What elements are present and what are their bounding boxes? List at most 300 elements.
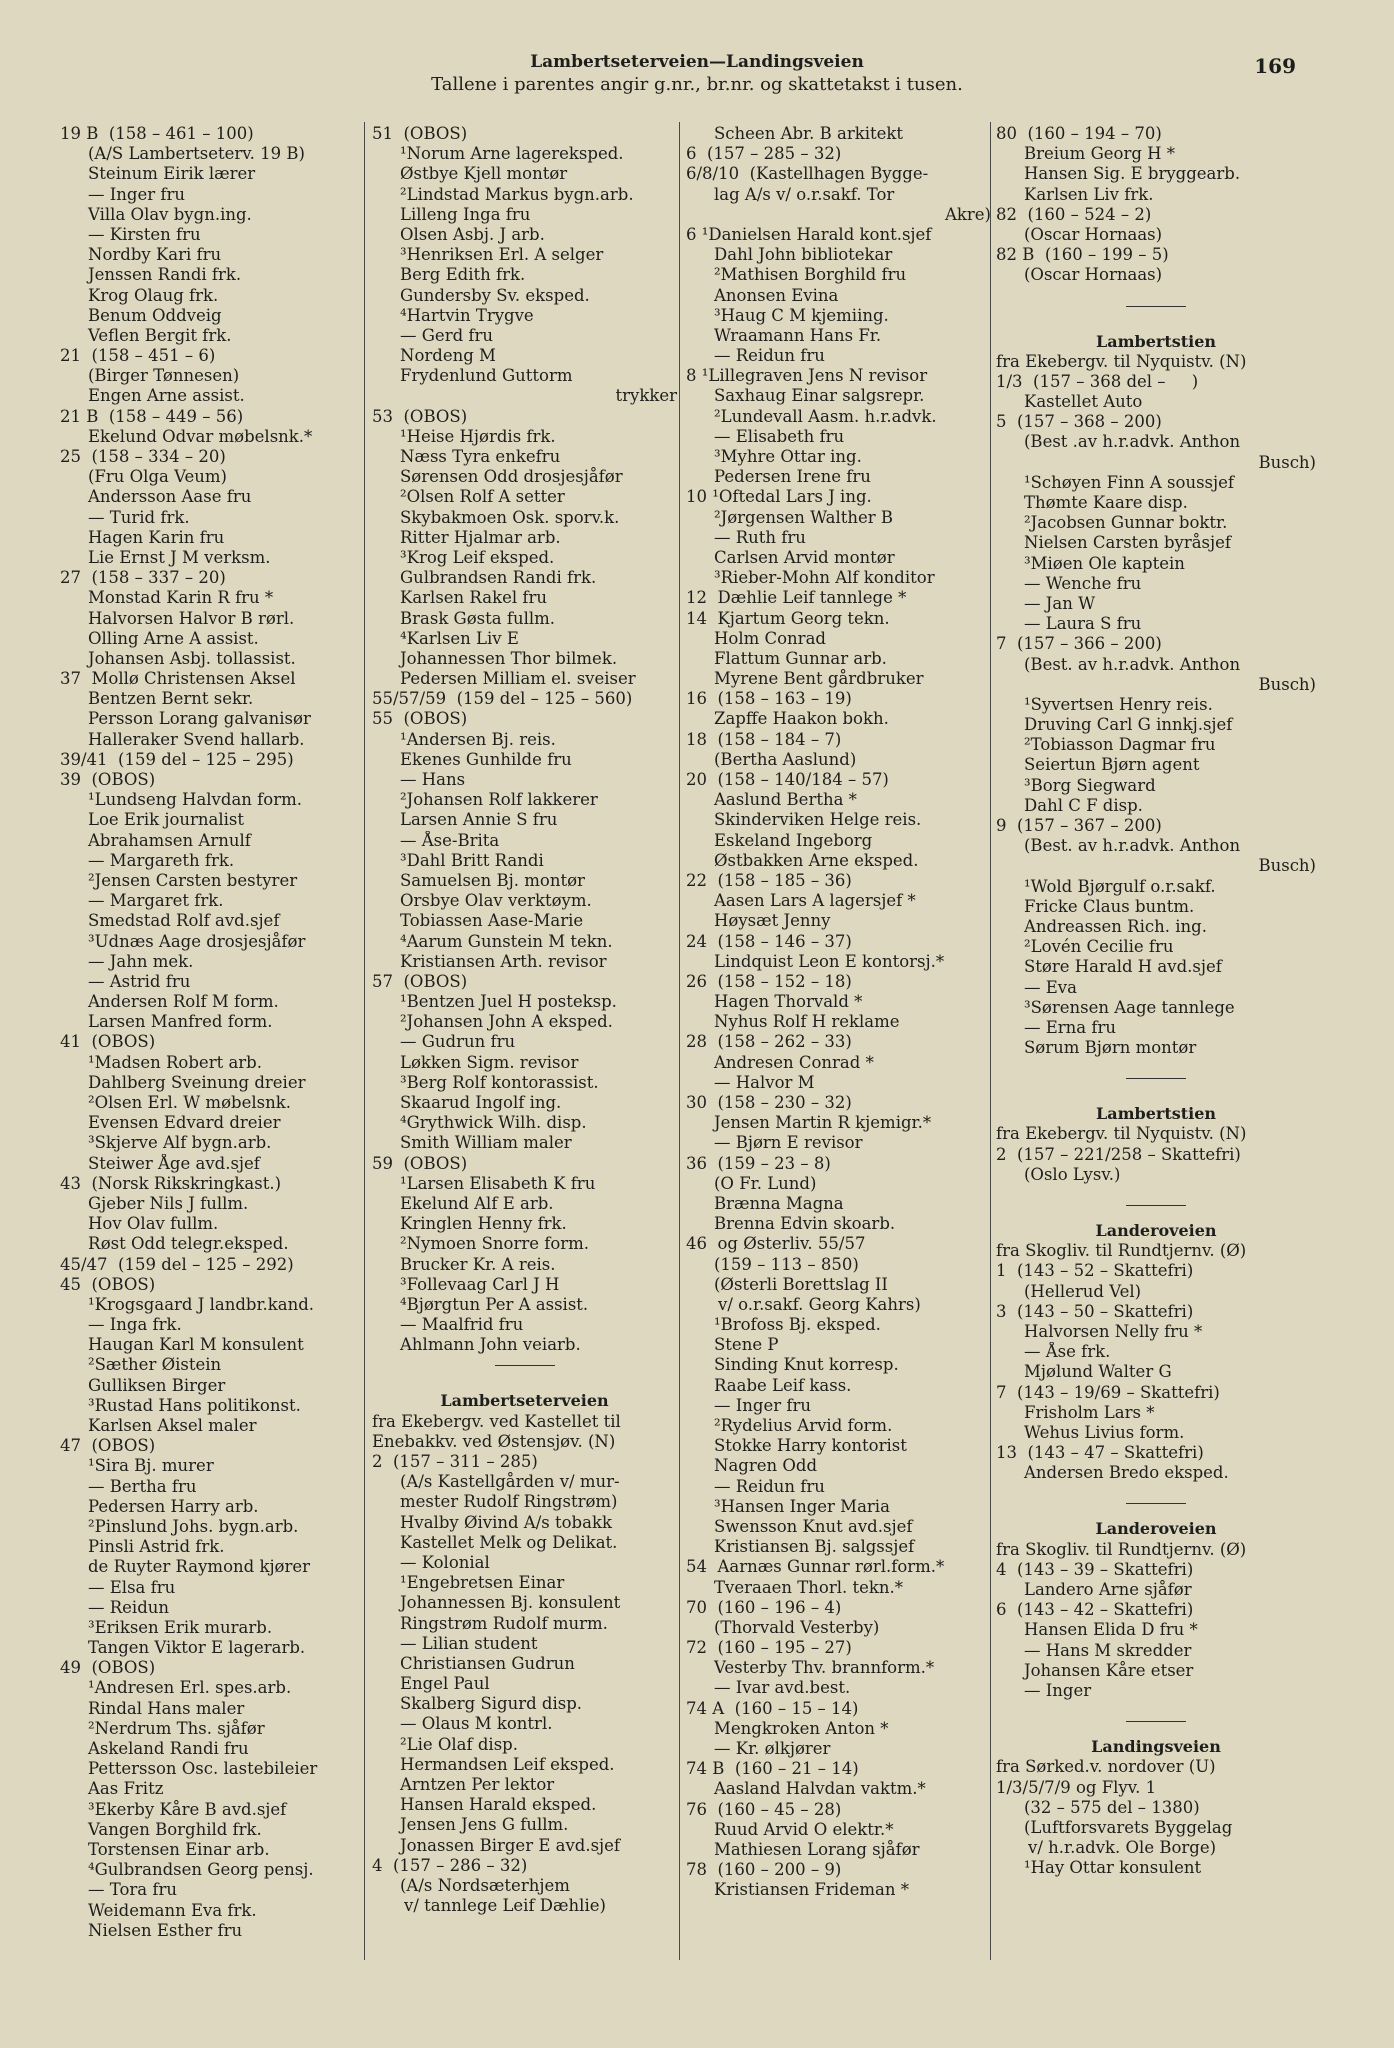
directory-line: 74 B (160 – 21 – 14): [686, 1759, 859, 1779]
directory-line: Anonsen Evina: [714, 285, 839, 305]
directory-line: 16 (158 – 163 – 19): [686, 689, 852, 709]
directory-line: — Åse frk.: [1024, 1342, 1111, 1362]
directory-line: Mjølund Walter G: [1024, 1362, 1172, 1382]
directory-line: Jonassen Birger E avd.sjef: [400, 1835, 621, 1855]
directory-line: (Best .av h.r.advk. Anthon: [1024, 432, 1241, 452]
directory-line: Næss Tyra enkefru: [400, 447, 561, 466]
directory-line: ²Lovén Cecilie fru: [1024, 937, 1174, 957]
directory-line: fra Skogliv. til Rundtjernv. (Ø): [996, 1539, 1247, 1559]
directory-line: — Inga frk.: [88, 1315, 182, 1335]
directory-line: Engel Paul: [400, 1674, 490, 1694]
directory-line: Kringlen Henny frk.: [400, 1214, 567, 1234]
directory-line: ¹Lundseng Halvdan form.: [88, 790, 302, 810]
directory-line: 1 (143 – 52 – Skattefri): [996, 1261, 1194, 1281]
directory-line: (Best. av h.r.advk. Anthon: [1024, 654, 1241, 674]
directory-line: 59 (OBOS): [372, 1153, 468, 1173]
directory-line: Ruud Arvid O elektr.*: [714, 1819, 894, 1839]
directory-line: — Bertha fru: [88, 1476, 197, 1496]
directory-line: ³Haug C M kjemiing.: [714, 305, 889, 325]
directory-line: fra Ekebergv. ved Kastellet til: [372, 1411, 621, 1431]
section-gap: [996, 1088, 1316, 1098]
directory-line: — Reidun fru: [714, 346, 825, 366]
directory-line: 2 (157 – 221/258 – Skattefri): [996, 1144, 1241, 1164]
directory-line: ¹Krogsgaard J landbr.kand.: [88, 1294, 315, 1314]
directory-line: ¹Norum Arne lagereksped.: [400, 144, 624, 164]
directory-line: ³Rieber-Mohn Alf konditor: [714, 568, 935, 588]
directory-line: ³Dahl Britt Randi: [400, 850, 544, 870]
directory-line: Engen Arne assist.: [88, 386, 245, 406]
column-1: [60, 124, 360, 1941]
column-4: [996, 124, 1316, 1878]
directory-line: Dahlberg Sveinung dreier: [88, 1072, 306, 1092]
directory-line: ¹Andresen Erl. spes.arb.: [88, 1678, 292, 1698]
directory-line: Hagen Thorvald *: [714, 992, 863, 1012]
directory-line: 80 (160 – 194 – 70): [996, 124, 1162, 143]
directory-line: Ringstrøm Rudolf murm.: [400, 1613, 608, 1633]
directory-line: 70 (160 – 196 – 4): [686, 1597, 842, 1617]
directory-line: — Halvor M: [714, 1072, 815, 1092]
directory-line: ³Miøen Ole kaptein: [1024, 553, 1185, 573]
directory-line: ²Nymoen Snorre form.: [400, 1234, 590, 1254]
directory-line: Karlsen Aksel maler: [88, 1416, 257, 1435]
directory-line: 76 (160 – 45 – 28): [686, 1799, 842, 1819]
page-number: 169: [1254, 54, 1296, 78]
directory-line: Torstensen Einar arb.: [88, 1839, 270, 1859]
directory-line: Nielsen Carsten byråsjef: [1024, 533, 1232, 553]
page-title: Lambertseterveien—Landingsveien: [530, 52, 864, 72]
directory-line: — Olaus M kontrl.: [400, 1714, 553, 1734]
directory-line: Støre Harald H avd.sjef: [1024, 957, 1222, 977]
directory-line: Tangen Viktor E lagerarb.: [88, 1638, 306, 1658]
directory-line: 27 (158 – 337 – 20): [60, 568, 226, 588]
directory-line: ³Myhre Ottar ing.: [714, 447, 862, 466]
directory-line: 55 (OBOS): [372, 709, 468, 729]
directory-line: Wraamann Hans Fr.: [714, 325, 882, 345]
directory-line: Hvalby Øivind A/s tobakk: [400, 1512, 612, 1532]
directory-line: Abrahamsen Arnulf: [88, 830, 251, 850]
directory-line: — Astrid fru: [88, 971, 191, 991]
directory-line: Lie Ernst J M verksm.: [88, 547, 271, 567]
directory-line: Gulliksen Birger: [88, 1375, 226, 1395]
directory-line: 47 (OBOS): [60, 1436, 156, 1456]
directory-line: (Oslo Lysv.): [1024, 1164, 1121, 1184]
directory-line: v/ h.r.advk. Ole Borge): [1028, 1838, 1217, 1858]
directory-line: trykker: [615, 386, 677, 406]
directory-line: 4 (143 – 39 – Skattefri): [996, 1559, 1194, 1579]
directory-line: 25 (158 – 334 – 20): [60, 447, 226, 466]
directory-line: Smedstad Rolf avd.sjef: [88, 911, 280, 931]
directory-line: Andersson Aase fru: [88, 487, 252, 507]
directory-line: 37 Mollø Christensen Aksel: [60, 669, 296, 689]
directory-line: Andersen Bredo eksped.: [1024, 1463, 1229, 1483]
directory-line: — Eva: [1024, 977, 1077, 997]
directory-line: — Åse-Brita: [400, 830, 500, 850]
directory-line: ⁴Grythwick Wilh. disp.: [400, 1113, 587, 1133]
directory-line: Skybakmoen Osk. sporv.k.: [400, 507, 620, 527]
directory-line: ³Udnæs Aage drosjesjåfør: [88, 931, 306, 951]
directory-line: Vesterby Thv. brannform.*: [714, 1658, 935, 1678]
directory-line: ¹Syvertsen Henry reis.: [1024, 694, 1213, 714]
directory-line: 22 (158 – 185 – 36): [686, 870, 852, 890]
section-rule: [996, 1493, 1316, 1513]
directory-line: ²Sæther Øistein: [88, 1355, 222, 1375]
directory-line: Askeland Randi fru: [88, 1739, 249, 1758]
directory-line: ⁴Hartvin Trygve: [400, 305, 534, 325]
directory-line: Orsbye Olav verktøym.: [400, 891, 592, 911]
directory-line: lag A/s v/ o.r.sakf. Tor: [714, 184, 895, 204]
directory-line: 4 (157 – 286 – 32): [372, 1855, 528, 1875]
directory-line: ²Lindstad Markus bygn.arb.: [400, 184, 634, 204]
directory-line: Nyhus Rolf H reklame: [714, 1012, 900, 1032]
directory-line: Halleraker Svend hallarb.: [88, 729, 305, 749]
directory-line: Aas Fritz: [88, 1779, 164, 1799]
directory-line: Christiansen Gudrun: [400, 1653, 575, 1673]
directory-line: Larsen Annie S fru: [400, 810, 558, 830]
directory-line: Ekelund Alf E arb.: [400, 1193, 554, 1213]
directory-line: de Ruyter Raymond kjører: [88, 1557, 311, 1577]
directory-line: 57 (OBOS): [372, 971, 468, 991]
directory-line: ¹Larsen Elisabeth K fru: [400, 1173, 596, 1193]
directory-line: 55/57/59 (159 del – 125 – 560): [372, 689, 633, 709]
directory-line: — Margareth frk.: [88, 850, 235, 870]
directory-line: Bentzen Bernt sekr.: [88, 689, 254, 709]
directory-line: Wehus Livius form.: [1024, 1422, 1185, 1442]
directory-line: Pettersson Osc. lastebileier: [88, 1759, 318, 1779]
directory-line: Veflen Bergit frk.: [88, 325, 232, 345]
directory-line: Larsen Manfred form.: [88, 1012, 273, 1032]
street-heading: Landeroveien: [1095, 1519, 1217, 1539]
directory-line: — Laura S fru: [1024, 614, 1142, 634]
directory-line: Druving Carl G innkj.sjef: [1024, 715, 1233, 735]
directory-line: Lilleng Inga fru: [400, 204, 531, 224]
directory-line: — Hans M skredder: [1024, 1640, 1192, 1660]
section-gap: [996, 286, 1316, 296]
directory-line: ³Skjerve Alf bygn.arb.: [88, 1133, 272, 1153]
directory-line: Rindal Hans maler: [88, 1698, 245, 1718]
directory-line: Steinum Eirik lærer: [88, 164, 256, 184]
directory-line: Fricke Claus buntm.: [1024, 896, 1195, 916]
directory-line: (Oscar Hornaas): [1024, 265, 1163, 285]
directory-line: Høysæt Jenny: [714, 911, 831, 931]
section-gap: [996, 1058, 1316, 1068]
directory-line: ¹Heise Hjørdis frk.: [400, 426, 556, 446]
directory-line: Breium Georg H *: [1024, 144, 1176, 164]
directory-line: 6 (157 – 285 – 32): [686, 144, 842, 164]
directory-line: Busch): [1258, 452, 1316, 472]
directory-line: (Fru Olga Veum): [88, 467, 227, 487]
directory-line: fra Sørked.v. nordover (U): [996, 1757, 1216, 1777]
section-gap: [996, 1185, 1316, 1195]
directory-line: Skaarud Ingolf ing.: [400, 1093, 562, 1112]
directory-line: Tobiassen Aase-Marie: [400, 911, 584, 931]
page-header: [0, 52, 1394, 95]
directory-line: — Elsa fru: [88, 1577, 176, 1597]
directory-line: — Ivar avd.best.: [714, 1678, 851, 1698]
directory-line: — Reidun fru: [714, 1476, 825, 1496]
directory-line: Krog Olaug frk.: [88, 285, 219, 305]
directory-line: Monstad Karin R fru *: [88, 588, 274, 608]
directory-line: Pedersen Harry arb.: [88, 1496, 259, 1516]
directory-line: 82 (160 – 524 – 2): [996, 204, 1152, 224]
directory-line: ²Johansen John A eksped.: [400, 1012, 613, 1032]
directory-line: Gundersby Sv. eksped.: [400, 285, 590, 305]
directory-line: — Erna fru: [1024, 1017, 1117, 1037]
directory-line: 51 (OBOS): [372, 124, 468, 143]
directory-line: ³Hansen Inger Maria: [714, 1496, 890, 1516]
directory-line: 74 A (160 – 15 – 14): [686, 1698, 859, 1718]
street-heading: Lambertseterveien: [440, 1391, 609, 1411]
directory-line: — Kirsten fru: [88, 224, 201, 244]
directory-line: Johansen Kåre etser: [1024, 1660, 1194, 1680]
directory-line: — Maalfrid fru: [400, 1315, 524, 1335]
page-subtitle: Tallene i parentes angir g.nr., br.nr. og skattetakst i tusen.: [431, 74, 963, 95]
directory-line: Busch): [1258, 674, 1316, 694]
directory-line: (159 – 113 – 850): [714, 1254, 859, 1274]
directory-line: Skinderviken Helge reis.: [714, 810, 922, 830]
directory-line: Swensson Knut avd.sjef: [714, 1516, 913, 1536]
directory-line: Andresen Conrad *: [714, 1052, 874, 1072]
directory-line: ²Jørgensen Walther B: [714, 507, 894, 527]
directory-line: 1/3 (157 – 368 del – ): [996, 371, 1199, 391]
directory-line: Seiertun Bjørn agent: [1024, 755, 1200, 775]
directory-line: mester Rudolf Ringstrøm): [400, 1492, 618, 1512]
directory-line: Dahl C F disp.: [1024, 795, 1143, 815]
directory-line: Ekelund Odvar møbelsnk.*: [88, 426, 313, 446]
directory-line: 1/3/5/7/9 og Flyv. 1: [996, 1777, 1157, 1797]
directory-line: ³Krog Leif eksped.: [400, 547, 555, 567]
directory-line: ²Pinslund Johs. bygn.arb.: [88, 1516, 299, 1536]
directory-line: 3 (143 – 50 – Skattefri): [996, 1301, 1194, 1321]
directory-line: (Thorvald Vesterby): [714, 1617, 880, 1637]
directory-line: (Østerli Borettslag II: [714, 1274, 888, 1294]
directory-line: Tveraaen Thorl. tekn.*: [714, 1577, 904, 1597]
directory-line: Østbye Kjell montør: [400, 164, 568, 184]
directory-line: ³Rustad Hans politikonst.: [88, 1395, 301, 1415]
directory-line: 46 og Østerliv. 55/57: [686, 1234, 866, 1254]
directory-line: — Margaret frk.: [88, 891, 224, 911]
directory-line: Busch): [1258, 856, 1316, 876]
directory-line: Sørum Bjørn montør: [1024, 1038, 1197, 1058]
directory-line: ¹Schøyen Finn A soussjef: [1024, 472, 1235, 492]
directory-line: — Gudrun fru: [400, 1032, 516, 1052]
directory-line: Andreassen Rich. ing.: [1024, 916, 1207, 936]
directory-line: Johannessen Bj. konsulent: [400, 1593, 621, 1613]
directory-line: (Birger Tønnesen): [88, 366, 240, 386]
directory-line: Pedersen Irene fru: [714, 467, 871, 487]
directory-line: 53 (OBOS): [372, 406, 468, 426]
directory-line: Kristiansen Arth. revisor: [400, 951, 607, 971]
directory-line: Hansen Sig. E bryggearb.: [1024, 164, 1241, 184]
directory-line: 39 (OBOS): [60, 770, 156, 789]
section-gap: [996, 1701, 1316, 1711]
directory-line: Dahl John bibliotekar: [714, 245, 893, 265]
directory-line: (Oscar Hornaas): [1024, 224, 1163, 244]
directory-line: ²Jensen Carsten bestyrer: [88, 870, 298, 890]
directory-line: Brenna Edvin skoarb.: [714, 1214, 896, 1234]
directory-line: Halvorsen Nelly fru *: [1024, 1321, 1203, 1341]
directory-line: ¹Engebretsen Einar: [400, 1573, 565, 1593]
directory-line: 7 (143 – 19/69 – Skattefri): [996, 1382, 1220, 1402]
directory-line: Holm Conrad: [714, 628, 826, 648]
directory-line: 6 ¹Danielsen Harald kont.sjef: [686, 224, 932, 244]
directory-line: ²Lie Olaf disp.: [400, 1734, 518, 1754]
section-gap: [996, 316, 1316, 326]
directory-line: 41 (OBOS): [60, 1032, 156, 1052]
directory-line: Berg Edith frk.: [400, 265, 526, 285]
section-rule: [996, 1068, 1316, 1088]
directory-line: Steiwer Åge avd.sjef: [88, 1153, 260, 1173]
directory-line: Hermandsen Leif eksped.: [400, 1754, 615, 1774]
directory-line: 5 (157 – 368 – 200): [996, 412, 1162, 432]
directory-line: (Best. av h.r.advk. Anthon: [1024, 836, 1241, 856]
directory-line: Nordeng M: [400, 346, 496, 366]
directory-line: — Inger fru: [714, 1395, 811, 1415]
directory-line: Kristiansen Frideman *: [714, 1880, 909, 1900]
directory-line: Hagen Karin fru: [88, 527, 225, 547]
directory-line: Aasland Halvdan vaktm.*: [714, 1779, 926, 1799]
directory-line: ⁴Gulbrandsen Georg pensj.: [88, 1860, 314, 1880]
directory-line: ¹Brofoss Bj. eksped.: [714, 1315, 881, 1335]
directory-line: Kristiansen Bj. salgssjef: [714, 1537, 915, 1557]
directory-line: 8 ¹Lillegraven Jens N revisor: [686, 366, 928, 386]
directory-line: 26 (158 – 152 – 18): [686, 971, 852, 991]
directory-line: 9 (157 – 367 – 200): [996, 816, 1162, 835]
directory-line: Samuelsen Bj. montør: [400, 870, 585, 890]
directory-line: Olling Arne A assist.: [88, 628, 259, 648]
section-rule: [372, 1355, 677, 1375]
street-heading: Landeroveien: [1095, 1221, 1217, 1240]
directory-line: Jenssen Randi frk.: [88, 265, 242, 285]
directory-line: 6 (143 – 42 – Skattefri): [996, 1600, 1194, 1620]
directory-line: ²Olsen Erl. W møbelsnk.: [88, 1093, 291, 1112]
directory-line: 21 (158 – 451 – 6): [60, 346, 216, 366]
directory-line: 82 B (160 – 199 – 5): [996, 245, 1169, 265]
directory-line: Ekenes Gunhilde fru: [400, 749, 572, 769]
directory-line: Løkken Sigm. revisor: [400, 1052, 579, 1072]
directory-line: Loe Erik journalist: [88, 810, 245, 830]
directory-line: Stene P: [714, 1335, 779, 1355]
section-gap: [372, 1375, 677, 1385]
section-rule: [996, 1195, 1316, 1215]
column-2: [372, 124, 677, 1916]
directory-line: ¹Andersen Bj. reis.: [400, 729, 556, 749]
directory-line: Zapffe Haakon bokh.: [714, 709, 889, 729]
directory-line: — Elisabeth fru: [714, 426, 845, 446]
directory-line: Aaslund Bertha *: [714, 790, 857, 810]
directory-line: Ritter Hjalmar arb.: [400, 527, 561, 547]
directory-line: ³Follevaag Carl J H: [400, 1274, 560, 1294]
directory-line: Hansen Elida D fru *: [1024, 1620, 1198, 1640]
directory-line: Smith William maler: [400, 1133, 572, 1153]
directory-line: (Bertha Aaslund): [714, 749, 857, 769]
directory-line: Scheen Abr. B arkitekt: [714, 124, 904, 143]
directory-line: Pinsli Astrid frk.: [88, 1537, 225, 1557]
column-divider: [679, 122, 680, 1960]
directory-line: Lindquist Leon E kontorsj.*: [714, 951, 945, 971]
directory-line: Hov Olav fullm.: [88, 1214, 219, 1234]
directory-line: — Ruth fru: [714, 527, 806, 547]
directory-line: (O Fr. Lund): [714, 1173, 817, 1193]
directory-line: Frisholm Lars *: [1024, 1402, 1155, 1422]
directory-line: — Bjørn E revisor: [714, 1133, 863, 1153]
directory-line: — Gerd fru: [400, 325, 494, 345]
directory-line: Thømte Kaare disp.: [1024, 493, 1188, 512]
directory-line: Weidemann Eva frk.: [88, 1900, 257, 1920]
directory-line: Eskeland Ingeborg: [714, 830, 873, 850]
directory-line: Karlsen Rakel fru: [400, 588, 547, 608]
directory-line: Nielsen Esther fru: [88, 1920, 243, 1940]
directory-line: fra Ekebergv. til Nyquistv. (N): [996, 351, 1247, 371]
directory-line: 28 (158 – 262 – 33): [686, 1032, 852, 1052]
directory-line: Evensen Edvard dreier: [88, 1113, 281, 1133]
directory-line: ¹Sira Bj. murer: [88, 1456, 214, 1476]
directory-line: Kastellet Auto: [1024, 392, 1143, 412]
directory-line: Landero Arne sjåfør: [1024, 1580, 1192, 1599]
column-3: [686, 124, 991, 1901]
directory-line: 30 (158 – 230 – 32): [686, 1093, 852, 1112]
directory-line: Johannessen Thor bilmek.: [400, 648, 618, 668]
directory-line: Myrene Bent gårdbruker: [714, 669, 924, 689]
directory-line: Nordby Kari fru: [88, 245, 222, 265]
directory-line: — Inger: [1024, 1680, 1092, 1700]
directory-line: Raabe Leif kass.: [714, 1375, 852, 1395]
directory-line: 2 (157 – 311 – 285): [372, 1452, 538, 1471]
directory-line: ¹Madsen Robert arb.: [88, 1052, 262, 1072]
directory-line: 45/47 (159 del – 125 – 292): [60, 1254, 294, 1274]
directory-line: Brænna Magna: [714, 1193, 844, 1213]
directory-line: — Jan W: [1024, 593, 1096, 613]
directory-line: Sinding Knut korresp.: [714, 1355, 899, 1375]
directory-line: Kastellet Melk og Delikat.: [400, 1532, 618, 1552]
directory-line: Stokke Harry kontorist: [714, 1436, 907, 1456]
directory-line: (32 – 575 del – 1380): [1024, 1797, 1200, 1817]
directory-line: Jensen Martin R kjemigr.*: [714, 1113, 932, 1133]
directory-line: ²Rydelius Arvid form.: [714, 1416, 893, 1435]
directory-line: Carlsen Arvid montør: [714, 547, 895, 567]
directory-line: fra Ekebergv. til Nyquistv. (N): [996, 1124, 1247, 1144]
directory-line: (A/s Nordsæterhjem: [400, 1875, 570, 1895]
directory-line: Mathiesen Lorang sjåfør: [714, 1839, 920, 1859]
directory-line: 78 (160 – 200 – 9): [686, 1860, 842, 1880]
directory-line: 7 (157 – 366 – 200): [996, 634, 1162, 654]
directory-line: 20 (158 – 140/184 – 57): [686, 770, 889, 789]
directory-line: Johansen Asbj. tollassist.: [88, 648, 296, 668]
directory-line: Benum Oddveig: [88, 305, 222, 325]
directory-line: Andersen Rolf M form.: [88, 992, 279, 1012]
directory-line: 14 Kjartum Georg tekn.: [686, 608, 890, 628]
directory-line: — Kolonial: [400, 1552, 490, 1572]
directory-line: ³Ekerby Kåre B avd.sjef: [88, 1799, 287, 1819]
directory-line: ¹Hay Ottar konsulent: [1024, 1858, 1202, 1878]
directory-line: Enebakkv. ved Østensjøv. (N): [372, 1431, 616, 1451]
directory-line: ²Tobiasson Dagmar fru: [1024, 735, 1216, 755]
directory-line: Hansen Harald eksped.: [400, 1795, 597, 1815]
directory-line: — Reidun: [88, 1597, 170, 1617]
directory-line: Aasen Lars A lagersjef *: [714, 891, 916, 911]
section-gap: [996, 1483, 1316, 1493]
directory-line: Sørensen Odd drosjesjåfør: [400, 467, 623, 487]
section-rule: [996, 296, 1316, 316]
directory-line: — Inger fru: [88, 184, 185, 204]
directory-line: Brask Gøsta fullm.: [400, 608, 556, 628]
street-heading: Lambertstien: [1095, 331, 1217, 351]
directory-line: — Wenche fru: [1024, 573, 1142, 593]
directory-line: Flattum Gunnar arb.: [714, 648, 887, 668]
directory-line: v/ o.r.sakf. Georg Kahrs): [718, 1294, 921, 1314]
directory-line: 45 (OBOS): [60, 1274, 156, 1294]
directory-line: Nagren Odd: [714, 1456, 818, 1476]
directory-line: 12 Dæhlie Leif tannlege *: [686, 588, 907, 608]
